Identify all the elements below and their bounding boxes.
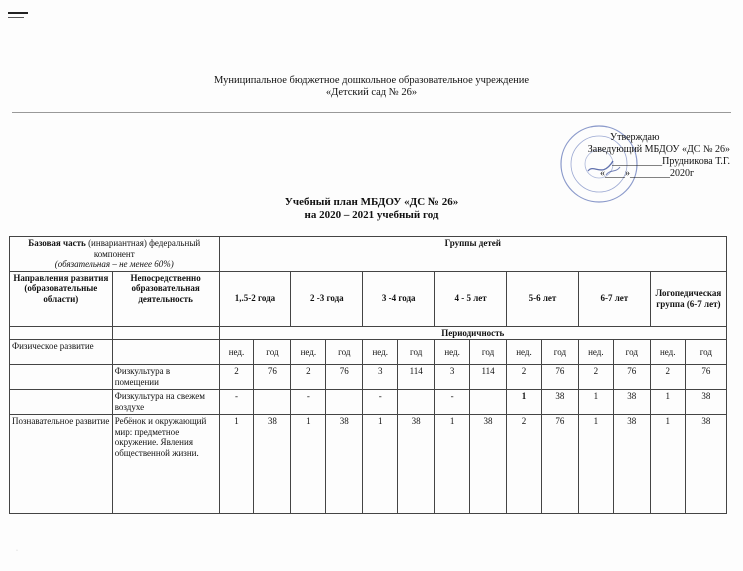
value-cell: 3 <box>435 365 470 390</box>
value-cell: 76 <box>326 365 363 390</box>
approval-title: Утверждаю <box>610 132 660 143</box>
value-cell: 1 <box>578 390 613 415</box>
week-label: нед. <box>578 340 613 365</box>
activity-cell: Физкультура на свежем воздухе <box>112 390 219 415</box>
week-label: нед. <box>507 340 542 365</box>
table-row <box>10 326 727 340</box>
value-cell: 38 <box>326 415 363 514</box>
value-cell <box>254 390 291 415</box>
value-cell: 1 <box>507 390 542 415</box>
value-cell: 1 <box>435 415 470 514</box>
value-cell: 1 <box>650 390 685 415</box>
direction-cell: Познавательное развитие <box>10 415 113 514</box>
value-cell: 38 <box>541 390 578 415</box>
year-label: год <box>541 340 578 365</box>
value-cell: - <box>219 390 254 415</box>
value-cell: 2 <box>219 365 254 390</box>
value-cell: 76 <box>613 365 650 390</box>
activity-cell: Ребёнок и окружающий мир: предметное окружение. Явления общественной жизни. <box>112 415 219 514</box>
value-cell: - <box>363 390 398 415</box>
empty-cell <box>10 326 113 340</box>
base-part-text: (инвариантная) федеральный компонент <box>85 238 201 259</box>
value-cell: 114 <box>470 365 507 390</box>
approval-signature: __________Прудникова Т.Г. <box>612 156 730 167</box>
value-cell: 38 <box>470 415 507 514</box>
direction-cell <box>10 390 113 415</box>
table-row <box>10 390 727 415</box>
table-row <box>10 365 727 390</box>
value-cell: 2 <box>650 365 685 390</box>
value-cell: 2 <box>507 365 542 390</box>
value-cell: - <box>291 390 326 415</box>
column-header-activity: Непосредственно образовательная деятельность <box>112 271 219 326</box>
value-cell <box>326 390 363 415</box>
age-group-header: 4 - 5 лет <box>435 271 507 326</box>
week-label: нед. <box>219 340 254 365</box>
document-title <box>0 196 743 222</box>
value-cell: 114 <box>398 365 435 390</box>
value-cell <box>398 390 435 415</box>
value-cell: 1 <box>650 415 685 514</box>
value-cell: 1 <box>291 415 326 514</box>
approval-position: Заведующий МБДОУ «ДС № 26» <box>587 144 730 155</box>
value-cell: 76 <box>541 415 578 514</box>
table-row <box>10 340 727 365</box>
header-divider <box>12 112 731 113</box>
title-line-1: Учебный план МБДОУ «ДС № 26» <box>284 196 459 208</box>
value-cell: 3 <box>363 365 398 390</box>
age-group-header: 6-7 лет <box>578 271 650 326</box>
kindergarten-name: «Детский сад № 26» <box>325 87 418 98</box>
column-header-direction: Направления развития (образовательные области) <box>10 271 113 326</box>
value-cell: 38 <box>398 415 435 514</box>
value-cell: 38 <box>685 390 726 415</box>
empty-cell <box>112 326 219 340</box>
table-row <box>10 415 727 514</box>
curriculum-table <box>9 236 727 514</box>
title-line-2: на 2020 – 2021 учебный год <box>304 209 439 221</box>
institution-name: Муниципальное бюджетное дошкольное образовательное учреждение <box>214 75 529 86</box>
year-label: год <box>685 340 726 365</box>
approval-block <box>560 132 730 180</box>
value-cell: 1 <box>578 415 613 514</box>
year-label: год <box>326 340 363 365</box>
periodicity-header: Периодичность <box>219 326 726 340</box>
value-cell: 38 <box>613 390 650 415</box>
value-cell: - <box>435 390 470 415</box>
value-cell: 76 <box>685 365 726 390</box>
value-cell: 76 <box>254 365 291 390</box>
age-group-header: 2 -3 года <box>291 271 363 326</box>
week-label: нед. <box>363 340 398 365</box>
empty-cell <box>112 340 219 365</box>
age-group-header: Логопедическая группа (6-7 лет) <box>650 271 726 326</box>
value-cell <box>470 390 507 415</box>
approval-date: «____»________2020г <box>600 168 695 179</box>
table-row <box>10 271 727 326</box>
year-label: год <box>470 340 507 365</box>
week-label: нед. <box>435 340 470 365</box>
value-cell: 2 <box>507 415 542 514</box>
value-cell: 38 <box>613 415 650 514</box>
groups-header: Группы детей <box>219 237 726 272</box>
corner-mark <box>8 12 28 14</box>
value-cell: 38 <box>685 415 726 514</box>
year-label: год <box>613 340 650 365</box>
age-group-header: 1,.5-2 года <box>219 271 291 326</box>
direction-cell <box>10 365 113 390</box>
value-cell: 2 <box>578 365 613 390</box>
activity-cell: Физкультура в помещении <box>112 365 219 390</box>
year-label: год <box>398 340 435 365</box>
week-label: нед. <box>650 340 685 365</box>
value-cell: 1 <box>363 415 398 514</box>
direction-cell: Физическое развитие <box>10 340 113 365</box>
scan-speck: · <box>16 548 18 554</box>
institution-header <box>0 75 743 99</box>
value-cell: 2 <box>291 365 326 390</box>
base-part-cell <box>10 237 220 272</box>
base-part-note: (обязательная – не менее 60%) <box>54 259 174 269</box>
age-group-header: 3 -4 года <box>363 271 435 326</box>
value-cell: 38 <box>254 415 291 514</box>
base-part-bold: Базовая часть <box>28 238 86 248</box>
table-row <box>10 237 727 272</box>
week-label: нед. <box>291 340 326 365</box>
year-label: год <box>254 340 291 365</box>
value-cell: 1 <box>219 415 254 514</box>
value-cell: 76 <box>541 365 578 390</box>
age-group-header: 5-6 лет <box>507 271 579 326</box>
